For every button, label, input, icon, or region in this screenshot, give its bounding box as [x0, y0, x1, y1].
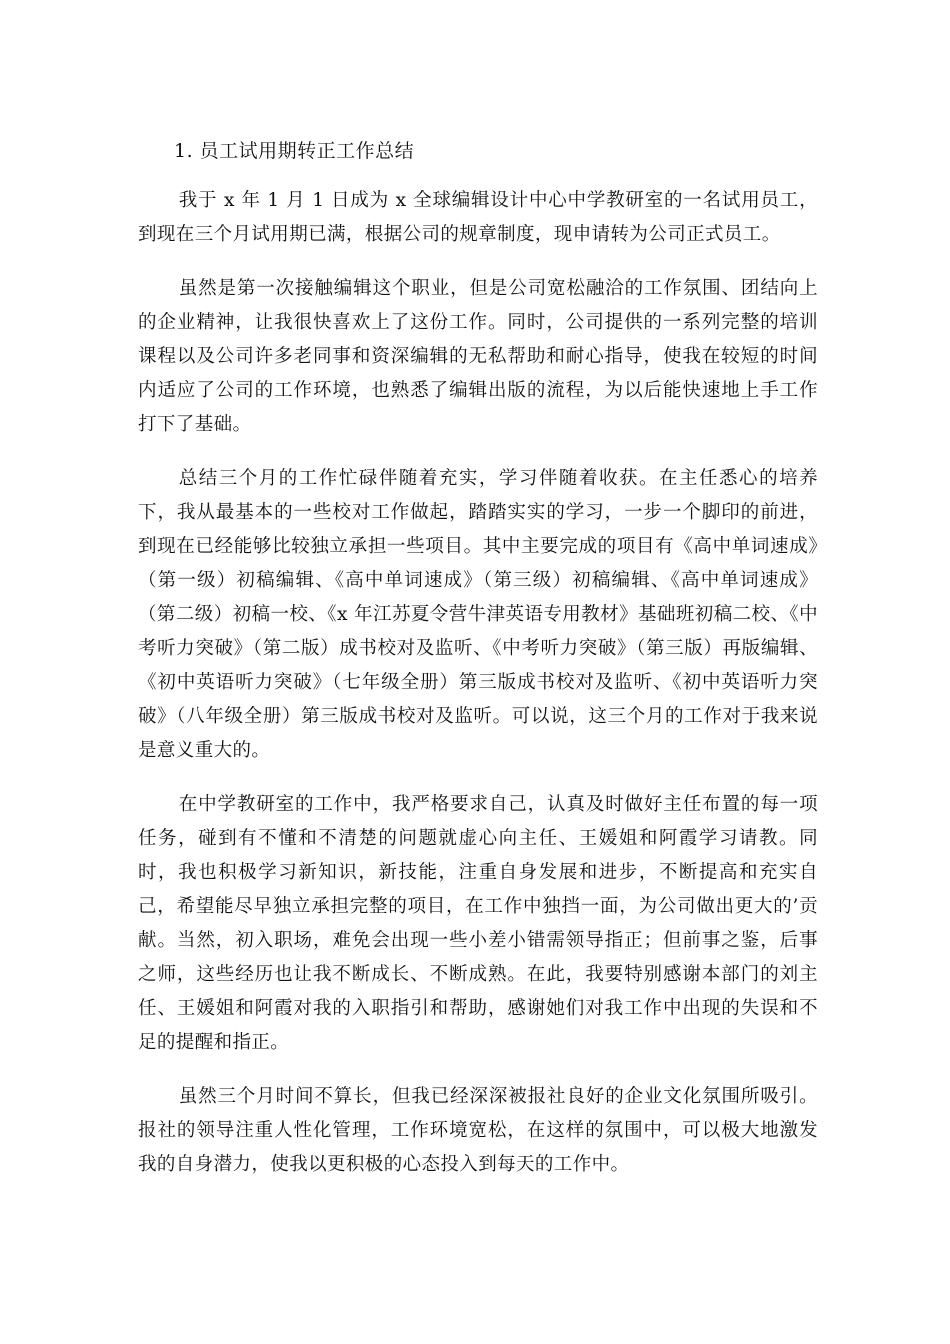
- paragraph-self-requirements: 在中学教研室的工作中，我严格要求自己，认真及时做好主任布置的每一项任务，碰到有不懂和不清楚的问题就虚心向主任、王媛姐和阿霞学习请教。同时，我也积极学习新知识，新技能，注重自身发展和进步，不断提高和充实自己，希望能尽早独立承担完整的项目，在工作中独挡一面，为公司做出更大的’贡献。当然，初入职场，难免会出现一些小差小错需领导指正；但前事之鉴，后事之师，这些经历也让我不断成长、不断成熟。在此，我要特别感谢本部门的刘主任、王媛姐和阿霞对我的入职指引和帮助，感谢她们对我工作中出现的失误和不足的提醒和指正。: [138, 794, 818, 1053]
- document-title: 1. 员工试用期转正工作总结: [174, 140, 415, 162]
- paragraph-company-culture: 虽然三个月时间不算长，但我已经深深被报社良好的企业文化氛围所吸引。报社的领导注重人性化管理，工作环境宽松，在这样的氛围中，可以极大地激发我的自身潜力，使我以更积极的心态投入到每天的工作中。: [138, 1086, 818, 1175]
- paragraph-adapting-to-job: 虽然是第一次接触编辑这个职业，但是公司宽松融洽的工作氛围、团结向上的企业精神，让我很快喜欢上了这份工作。同时，公司提供的一系列完整的培训课程以及公司许多老同事和资深编辑的无私帮助和耐心指导，使我在较短的时间内适应了公司的工作环境，也熟悉了编辑出版的流程，为以后能快速地上手工作打下了基础。: [138, 278, 818, 435]
- document-body: [138, 134, 818, 1202]
- paragraph-probation-intro: 我于 x 年 1 月 1 日成为 x 全球编辑设计中心中学教研室的一名试用员工，到现在三个月试用期已满，根据公司的规章制度，现申请转为公司正式员工。: [138, 190, 818, 245]
- paragraph-work-summary: 总结三个月的工作忙碌伴随着充实，学习伴随着收获。在主任悉心的培养下，我从最基本的一些校对工作做起，踏踏实实的学习，一步一个脚印的前进，到现在已经能够比较独立承担一些项目。其中主要完成的项目有《高中单词速成》（第一级）初稿编辑、《高中单词速成》（第三级）初稿编辑、《高中单词速成》（第二级）初稿一校、《x 年江苏夏令营牛津英语专用教材》基础班初稿二校、《中考听力突破》（第二版）成书校对及监听、《中考听力突破》（第三版）再版编辑、《初中英语听力突破》（七年级全册）第三版成书校对及监听、《初中英语听力突破》（八年级全册）第三版成书校对及监听。可以说，这三个月的工作对于我来说是意义重大的。: [138, 468, 818, 761]
